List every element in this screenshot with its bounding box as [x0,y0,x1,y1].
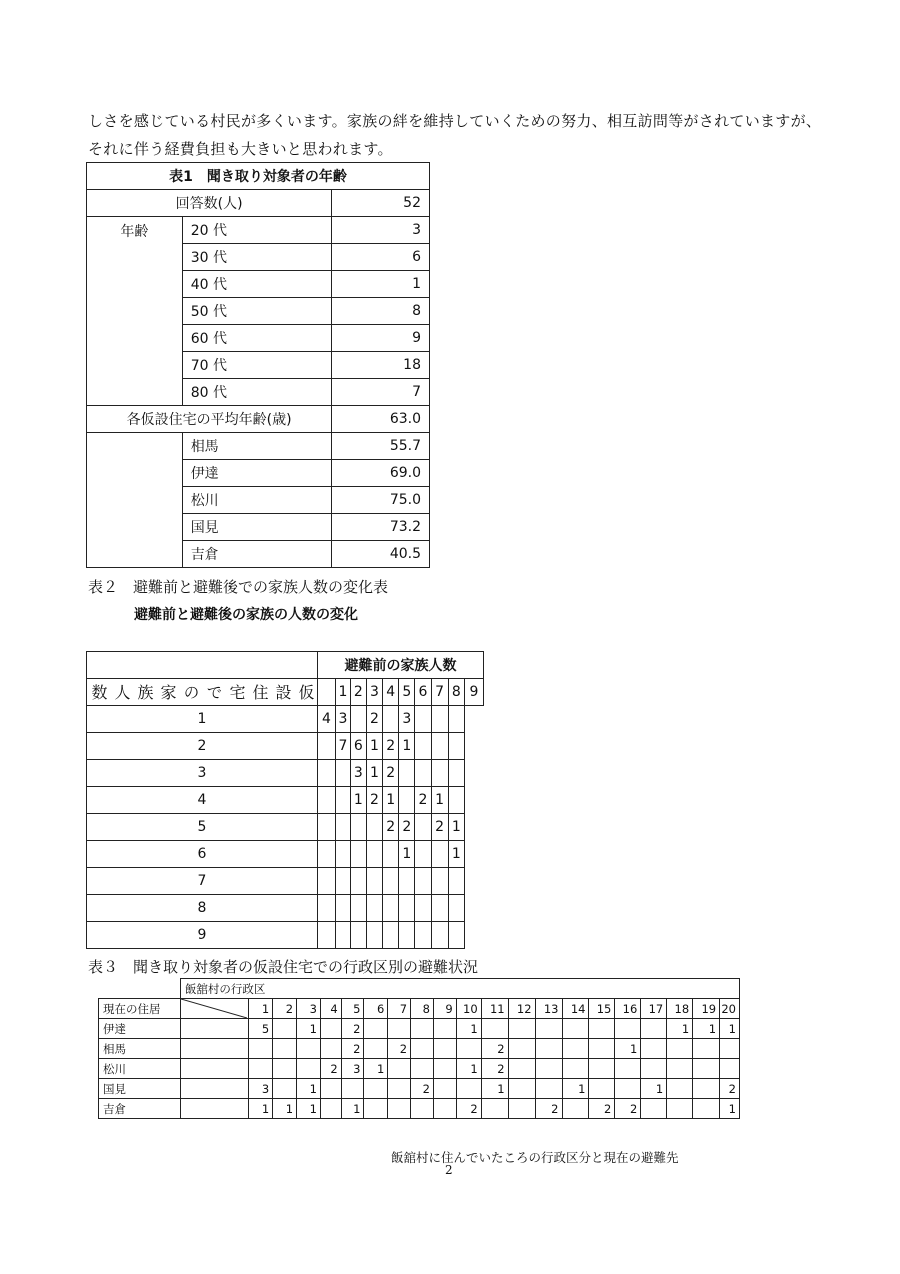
district-count-cell [508,1079,535,1099]
count-cell [366,895,382,922]
district-header: 8 [411,999,434,1019]
age-bracket-label: 30 代 [182,244,332,271]
count-cell: 1 [448,841,464,868]
count-cell [366,922,382,949]
table-row [87,895,484,922]
count-cell: 3 [336,706,351,733]
district-header: 2 [273,999,297,1019]
district-count-cell [273,1079,297,1099]
district-header: 20 [720,999,740,1019]
district-count-cell [320,1099,341,1119]
district-count-cell [273,1059,297,1079]
site-avg-age: 55.7 [332,433,430,460]
residence-label: 国見 [99,1079,181,1099]
table-row [87,733,484,760]
residence-blank [180,1059,248,1079]
count-cell [336,814,351,841]
district-header: 10 [456,999,481,1019]
count-cell [318,895,336,922]
district-header: 13 [535,999,562,1019]
count-cell [383,706,399,733]
district-count-cell [562,1059,589,1079]
district-count-cell [433,1079,456,1099]
district-count-cell: 1 [364,1059,388,1079]
district-header: 12 [508,999,535,1019]
district-count-cell [388,1099,411,1119]
table-row [87,868,484,895]
district-count-cell [562,1039,589,1059]
table3-footer-caption: 飯舘村に住んでいたころの行政区分と現在の避難先 [391,1150,679,1165]
district-count-cell [364,1019,388,1039]
count-cell: 3 [399,706,415,733]
district-count-cell [535,1079,562,1099]
count-cell [448,706,464,733]
district-count-cell: 1 [720,1099,740,1119]
district-header: 1 [249,999,273,1019]
age-bracket-count: 1 [332,271,430,298]
age-row [87,217,430,244]
count-cell [431,706,448,733]
table-row [87,760,484,787]
table1-title: 表1 聞き取り対象者の年齢 [87,163,430,190]
district-count-cell [456,1039,481,1059]
table-row [99,1079,740,1099]
district-header: 14 [562,999,589,1019]
district-count-cell: 1 [249,1099,273,1119]
row-header: 9 [87,922,318,949]
district-count-cell [433,1039,456,1059]
col-header: 6 [415,679,431,706]
count-cell: 7 [336,733,351,760]
count-cell [415,733,431,760]
district-count-cell [641,1019,667,1039]
district-count-cell [693,1079,720,1099]
residence-label: 吉倉 [99,1099,181,1119]
count-cell [383,922,399,949]
count-cell: 1 [399,841,415,868]
row-header: 6 [87,841,318,868]
district-count-cell: 1 [273,1099,297,1119]
district-count-cell: 2 [341,1019,364,1039]
district-count-cell [411,1039,434,1059]
district-count-cell: 2 [456,1099,481,1119]
row-header: 2 [87,733,318,760]
respondents-label: 回答数(人) [87,190,332,217]
district-count-cell: 1 [667,1019,693,1039]
age-bracket-count: 9 [332,325,430,352]
count-cell [350,814,366,841]
district-count-cell: 2 [341,1039,364,1059]
count-cell [336,760,351,787]
count-cell [415,706,431,733]
site-avg-age: 69.0 [332,460,430,487]
district-header: 9 [433,999,456,1019]
count-cell [399,922,415,949]
avg-age-value: 63.0 [332,406,430,433]
count-cell: 1 [366,760,382,787]
count-cell [383,895,399,922]
table-row [99,1099,740,1119]
district-count-cell [693,1059,720,1079]
age-bracket-label: 80 代 [182,379,332,406]
district-count-cell [249,1039,273,1059]
district-count-cell [641,1099,667,1119]
district-count-cell [589,1019,615,1039]
district-count-cell: 2 [320,1059,341,1079]
count-cell [350,895,366,922]
avg-age-label: 各仮設住宅の平均年齢(歳) [87,406,332,433]
count-cell: 2 [415,787,431,814]
district-count-cell: 1 [456,1059,481,1079]
count-cell [431,895,448,922]
intro-line-1: しさを感じている村民が多くいます。家族の絆を維持していくための努力、相互訪問等がされていますが、 [88,112,822,130]
table-row [87,787,484,814]
district-group-label: 飯舘村の行政区 [180,979,739,999]
residence-label: 伊達 [99,1019,181,1039]
residence-blank [180,1079,248,1099]
district-count-cell [667,1099,693,1119]
district-count-cell [667,1039,693,1059]
count-cell: 2 [383,814,399,841]
count-cell: 1 [431,787,448,814]
district-count-cell [481,1099,508,1119]
table2-caption: 表２ 避難前と避難後での家族人数の変化表 [88,578,389,596]
district-count-cell [615,1079,641,1099]
count-cell: 4 [318,706,336,733]
district-count-cell [562,1099,589,1119]
district-count-cell: 1 [341,1099,364,1119]
table-row [87,706,484,733]
site-group-blank [87,433,183,568]
count-cell: 2 [366,787,382,814]
row-header: 3 [87,760,318,787]
table2-corner [87,652,318,679]
count-cell [399,760,415,787]
district-count-cell [364,1079,388,1099]
site-avg-age: 75.0 [332,487,430,514]
site-label: 相馬 [182,433,332,460]
district-count-cell [535,1039,562,1059]
col-header: 5 [399,679,415,706]
table2-subtitle: 避難前と避難後の家族の人数の変化 [134,607,358,623]
district-count-cell [508,1039,535,1059]
table-row [99,1059,740,1079]
district-header: 7 [388,999,411,1019]
row-header: 4 [87,787,318,814]
district-count-cell [641,1059,667,1079]
current-residence-header: 現在の住居 [99,999,181,1019]
count-cell [399,868,415,895]
district-header: 17 [641,999,667,1019]
table2-header-corner [318,679,336,706]
district-count-cell: 1 [297,1099,321,1119]
district-count-cell: 3 [341,1059,364,1079]
district-header: 16 [615,999,641,1019]
count-cell [431,733,448,760]
district-header: 4 [320,999,341,1019]
table-row [87,841,484,868]
count-cell: 1 [383,787,399,814]
district-count-cell [615,1059,641,1079]
count-cell [415,841,431,868]
age-bracket-count: 8 [332,298,430,325]
district-count-cell [589,1059,615,1079]
table-row [99,1019,740,1039]
count-cell: 2 [399,814,415,841]
district-count-cell [433,1099,456,1119]
site-avg-age: 40.5 [332,541,430,568]
residence-blank [180,1019,248,1039]
count-cell [448,733,464,760]
district-count-cell: 1 [562,1079,589,1099]
district-count-cell: 2 [535,1099,562,1119]
age-bracket-count: 3 [332,217,430,244]
row-header: 7 [87,868,318,895]
col-header: 3 [366,679,382,706]
district-header: 3 [297,999,321,1019]
count-cell [336,868,351,895]
district-count-cell [720,1059,740,1079]
district-count-cell [535,1059,562,1079]
count-cell: 2 [431,814,448,841]
count-cell [415,814,431,841]
count-cell: 2 [383,733,399,760]
district-count-cell: 1 [693,1019,720,1039]
row-group-label: 仮設住宅での家族人数 [87,679,318,706]
count-cell [448,895,464,922]
district-count-cell [433,1059,456,1079]
count-cell [366,868,382,895]
age-bracket-label: 20 代 [182,217,332,244]
respondents-value: 52 [332,190,430,217]
table-row [99,1039,740,1059]
district-count-cell [667,1079,693,1099]
count-cell [431,868,448,895]
district-header: 6 [364,999,388,1019]
count-cell [415,868,431,895]
table-row [87,922,484,949]
district-header: 5 [341,999,364,1019]
table-row [87,814,484,841]
district-count-cell [388,1079,411,1099]
count-cell [431,922,448,949]
site-label: 伊達 [182,460,332,487]
count-cell [399,787,415,814]
col-header: 1 [336,679,351,706]
district-count-cell [364,1039,388,1059]
table-evacuation-by-district [98,978,740,1119]
col-header: 7 [431,679,448,706]
count-cell [399,895,415,922]
district-count-cell [615,1019,641,1039]
district-count-cell: 2 [720,1079,740,1099]
site-label: 国見 [182,514,332,541]
site-label: 吉倉 [182,541,332,568]
count-cell: 1 [366,733,382,760]
district-count-cell: 1 [641,1079,667,1099]
row-header: 5 [87,814,318,841]
age-bracket-count: 18 [332,352,430,379]
district-count-cell [481,1019,508,1039]
count-cell [431,841,448,868]
count-cell [318,868,336,895]
district-count-cell [364,1099,388,1119]
residence-blank [180,1039,248,1059]
table-family-size-change [86,651,484,949]
district-count-cell: 2 [411,1079,434,1099]
count-cell [318,733,336,760]
row-header: 1 [87,706,318,733]
district-count-cell [508,1059,535,1079]
district-count-cell [388,1019,411,1039]
district-count-cell: 1 [481,1079,508,1099]
count-cell [415,760,431,787]
district-count-cell: 2 [388,1039,411,1059]
count-cell [318,841,336,868]
district-count-cell: 2 [589,1099,615,1119]
district-count-cell: 5 [249,1019,273,1039]
age-bracket-label: 40 代 [182,271,332,298]
district-count-cell: 2 [481,1059,508,1079]
age-bracket-label: 60 代 [182,325,332,352]
district-count-cell [508,1019,535,1039]
district-count-cell [693,1099,720,1119]
district-count-cell [667,1059,693,1079]
count-cell [383,841,399,868]
col-header: 4 [383,679,399,706]
count-cell: 2 [383,760,399,787]
table3-blank [99,979,181,999]
district-count-cell: 1 [456,1019,481,1039]
district-count-cell [297,1059,321,1079]
district-count-cell [273,1019,297,1039]
district-count-cell: 2 [481,1039,508,1059]
district-header: 11 [481,999,508,1019]
count-cell [318,760,336,787]
district-count-cell [589,1039,615,1059]
count-cell [318,787,336,814]
residence-blank [180,1099,248,1119]
col-header: 8 [448,679,464,706]
count-cell [448,760,464,787]
district-count-cell [641,1039,667,1059]
district-count-cell [433,1019,456,1039]
district-header: 19 [693,999,720,1019]
district-count-cell [297,1039,321,1059]
count-cell [350,868,366,895]
district-count-cell [320,1079,341,1099]
count-cell [336,787,351,814]
district-count-cell [508,1099,535,1119]
district-count-cell [320,1039,341,1059]
count-cell: 6 [350,733,366,760]
count-cell [431,760,448,787]
district-count-cell [535,1019,562,1039]
count-cell [350,922,366,949]
district-count-cell [562,1019,589,1039]
count-cell [383,868,399,895]
row-header: 8 [87,895,318,922]
count-cell [318,814,336,841]
district-count-cell [411,1059,434,1079]
count-cell: 1 [448,814,464,841]
district-count-cell: 1 [615,1039,641,1059]
count-cell [336,841,351,868]
district-count-cell: 1 [297,1019,321,1039]
intro-line-2: それに伴う経費負担も大きいと思われます。 [88,140,393,158]
count-cell: 3 [350,760,366,787]
count-cell [336,922,351,949]
district-count-cell [411,1099,434,1119]
district-count-cell: 1 [297,1079,321,1099]
count-cell [350,841,366,868]
table-age-of-respondents [86,162,430,568]
count-cell: 2 [366,706,382,733]
residence-label: 相馬 [99,1039,181,1059]
count-cell [448,868,464,895]
col-header: 9 [464,679,483,706]
table3-caption: 表３ 聞き取り対象者の仮設住宅での行政区別の避難状況 [88,958,479,976]
age-group-label: 年齢 [87,217,183,406]
district-count-cell [720,1039,740,1059]
count-cell [415,922,431,949]
site-row [87,433,430,460]
district-count-cell [693,1039,720,1059]
district-header: 18 [667,999,693,1019]
col-header: 2 [350,679,366,706]
district-header: 15 [589,999,615,1019]
district-count-cell [273,1039,297,1059]
district-count-cell: 1 [720,1019,740,1039]
count-cell [366,841,382,868]
district-count-cell: 2 [615,1099,641,1119]
site-label: 松川 [182,487,332,514]
district-count-cell [341,1079,364,1099]
site-avg-age: 73.2 [332,514,430,541]
age-bracket-count: 6 [332,244,430,271]
district-count-cell [249,1059,273,1079]
count-cell [336,895,351,922]
page-number: 2 [445,1163,453,1177]
age-bracket-label: 70 代 [182,352,332,379]
col-group-label: 避難前の家族人数 [318,652,484,679]
district-count-cell: 3 [249,1079,273,1099]
district-count-cell [411,1019,434,1039]
diagonal-corner [180,999,248,1019]
age-bracket-label: 50 代 [182,298,332,325]
count-cell [366,814,382,841]
count-cell: 1 [350,787,366,814]
district-count-cell [388,1059,411,1079]
district-count-cell [589,1079,615,1099]
district-count-cell [320,1019,341,1039]
count-cell [448,922,464,949]
count-cell [448,787,464,814]
age-bracket-count: 7 [332,379,430,406]
count-cell [318,922,336,949]
count-cell [415,895,431,922]
count-cell: 1 [399,733,415,760]
count-cell [350,706,366,733]
residence-label: 松川 [99,1059,181,1079]
district-count-cell [456,1079,481,1099]
